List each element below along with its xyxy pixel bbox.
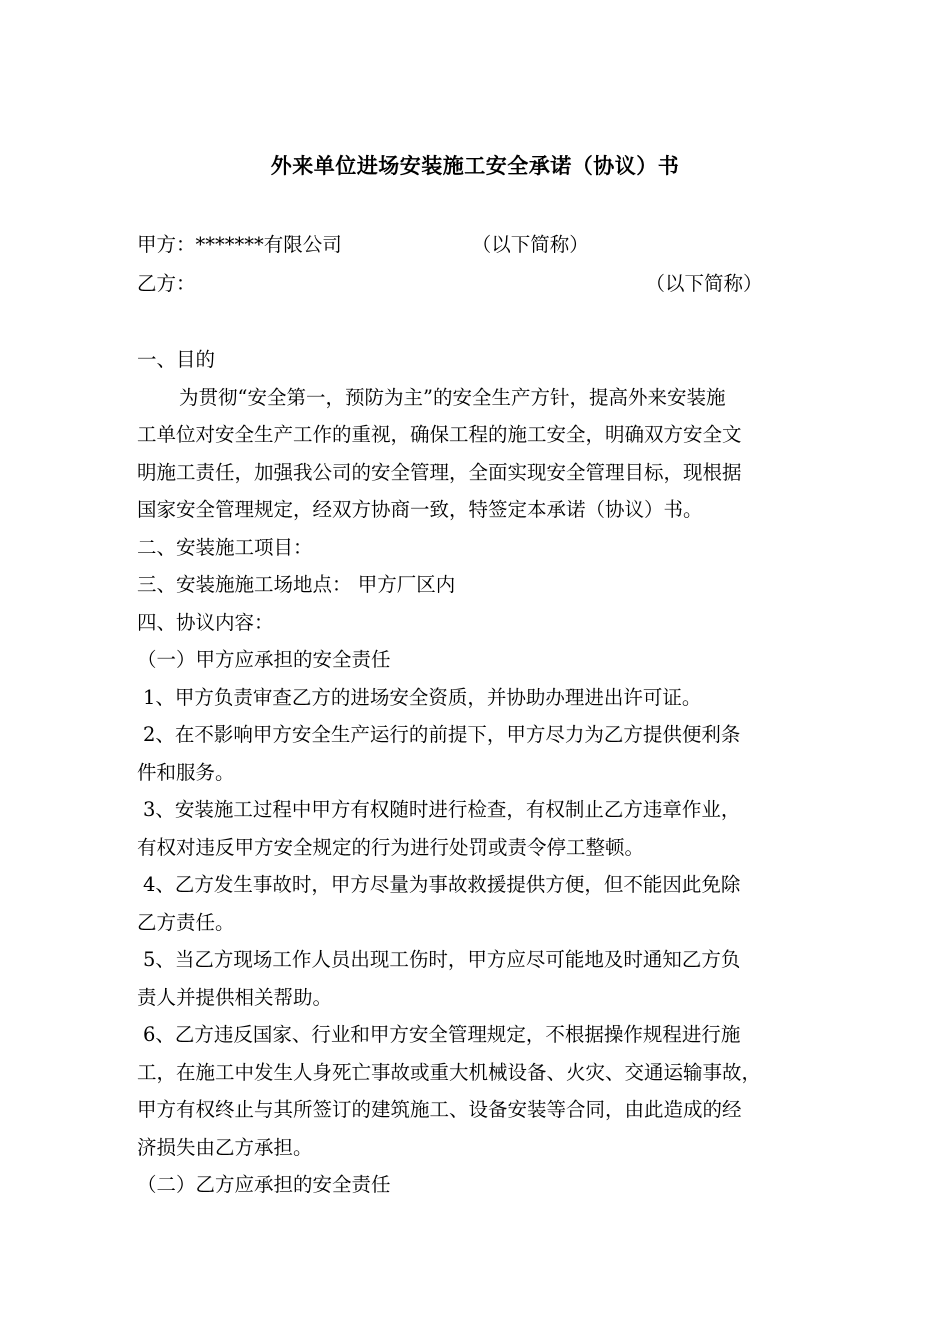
clause-line: 2、在不影响甲方安全生产运行的前提下，甲方尽力为乙方提供便利条 — [143, 723, 741, 746]
clause-line: 5、当乙方现场工作人员出现工伤时，甲方应尽可能地及时通知乙方负 — [143, 948, 741, 971]
clause-line: 1、甲方负责审查乙方的进场安全资质，并协助办理进出许可证。 — [143, 685, 702, 709]
clause-line: 济损失由乙方承担。 — [137, 1135, 313, 1159]
party-a-name: *******有限公司 — [195, 233, 342, 256]
clause-line: 4、乙方发生事故时，甲方尽量为事故救援提供方便，但不能因此免除 — [143, 873, 741, 896]
party-a-note: （以下简称） — [471, 233, 589, 256]
clause-line: 3、安装施工过程中甲方有权随时进行检查，有权制止乙方违章作业， — [143, 798, 741, 821]
party-b-label: 乙方： — [137, 272, 196, 295]
section-heading: 二、安装施工项目： — [137, 535, 313, 559]
body-line: 国家安全管理规定，经双方协商一致，特签定本承诺（协议）书。 — [137, 498, 703, 521]
clause-line: 6、乙方违反国家、行业和甲方安全管理规定，不根据操作规程进行施 — [143, 1023, 741, 1046]
document-body — [137, 347, 837, 1210]
body-line: 工单位对安全生产工作的重视，确保工程的施工安全，明确双方安全文 — [137, 423, 742, 446]
section-heading: 一、目的 — [137, 348, 216, 371]
section-heading: 四、协议内容： — [137, 610, 274, 634]
party-b-note: （以下简称） — [645, 272, 763, 295]
section-heading: 三、安装施施工场地点： 甲方厂区内 — [137, 573, 456, 596]
body-line: 明施工责任，加强我公司的安全管理，全面实现安全管理目标，现根据 — [137, 460, 742, 484]
clause-line: 件和服务。 — [137, 760, 235, 784]
party-a-line — [137, 232, 589, 258]
clause-line: 甲方有权终止与其所签订的建筑施工、设备安装等合同，由此造成的经 — [137, 1098, 742, 1121]
body-line: 为贯彻“安全第一，预防为主”的安全生产方针，提高外来安装施 — [179, 385, 726, 409]
party-b-line — [137, 271, 763, 297]
party-a-label: 甲方： — [137, 233, 196, 256]
clause-line: 有权对违反甲方安全规定的行为进行处罚或责令停工整顿。 — [137, 835, 645, 859]
clause-line: 责人并提供相关帮助。 — [137, 985, 333, 1009]
clause-line: 乙方责任。 — [137, 910, 235, 934]
document-title: 外来单位进场安装施工安全承诺（协议）书 — [270, 154, 680, 178]
subsection-heading: （一）甲方应承担的安全责任 — [137, 648, 391, 671]
subsection-heading: （二）乙方应承担的安全责任 — [137, 1173, 391, 1196]
clause-line: 工，在施工中发生人身死亡事故或重大机械设备、火灾、交通运输事故， — [137, 1060, 762, 1084]
